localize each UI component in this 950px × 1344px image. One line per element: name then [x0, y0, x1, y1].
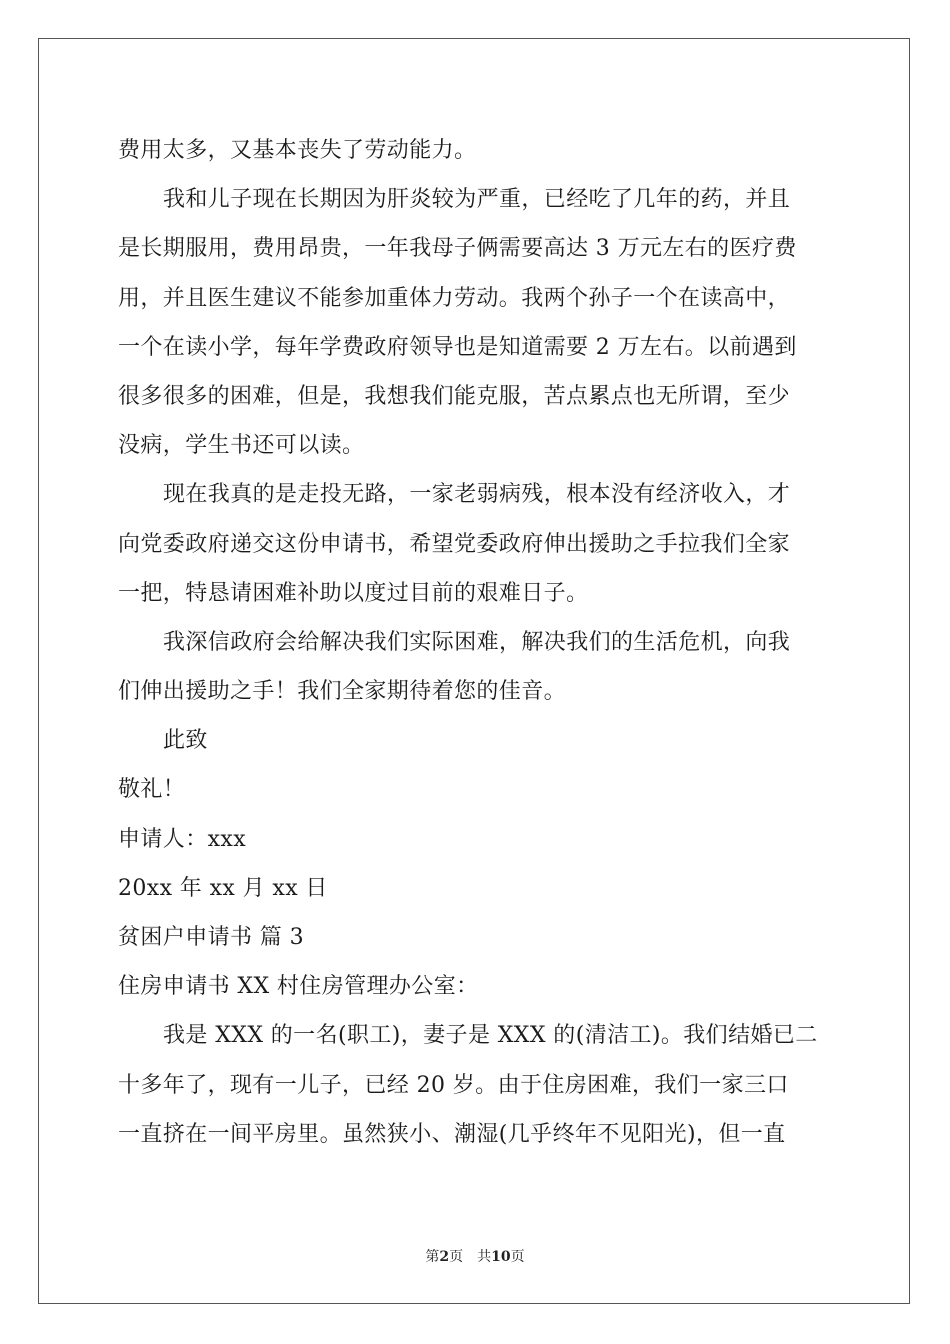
text-line: 没病，学生书还可以读。 [118, 433, 365, 459]
paragraph-start-line: 我深信政府会给解决我们实际困难，解决我们的生活危机，向我 [163, 629, 791, 655]
total-prefix: 共 [477, 1249, 492, 1265]
text-line: 很多很多的困难，但是，我想我们能克服，苦点累点也无所谓，至少 [118, 383, 791, 409]
text-line: 一把，特恳请困难补助以度过目前的艰难日子。 [118, 580, 589, 606]
text-line: 是长期服用，费用昂贵，一年我母子俩需要高达 3 万元左右的医疗费 [118, 236, 797, 262]
page-footer [0, 1246, 950, 1266]
text-line: 费用太多，又基本丧失了劳动能力。 [118, 138, 477, 163]
closing-salutation: 此致 [163, 728, 208, 754]
section-title: 贫困户申请书 篇 3 [118, 925, 304, 950]
document-body [118, 126, 834, 1159]
applicant-signature: 申请人：xxx [118, 826, 247, 852]
current-page-number: 2 [439, 1249, 450, 1265]
text-line: 一直挤在一间平房里。虽然狭小、潮湿(几乎终年不见阳光)，但一直 [118, 1121, 786, 1147]
date-line: 20xx 年 xx 月 xx 日 [118, 875, 328, 901]
paragraph-start-line: 我和儿子现在长期因为肝炎较为严重，已经吃了几年的药，并且 [163, 187, 791, 213]
total-suffix: 页 [510, 1249, 525, 1265]
text-line: 用，并且医生建议不能参加重体力劳动。我两个孙子一个在读高中， [118, 285, 791, 311]
paragraph-start-line: 我是 XXX 的一名(职工)，妻子是 XXX 的(清洁工)。我们结婚已二 [163, 1023, 818, 1049]
text-line: 十多年了，现有一儿子，已经 20 岁。由于住房困难，我们一家三口 [118, 1072, 789, 1098]
closing-regards: 敬礼！ [118, 777, 186, 803]
page-prefix: 第 [425, 1249, 440, 1265]
page-suffix: 页 [449, 1249, 464, 1265]
text-line: 向党委政府递交这份申请书，希望党委政府伸出援助之手拉我们全家 [118, 531, 791, 557]
letter-heading: 住房申请书 XX 村住房管理办公室： [118, 974, 479, 1000]
text-line: 们伸出援助之手！我们全家期待着您的佳音。 [118, 679, 567, 705]
paragraph-start-line: 现在我真的是走投无路，一家老弱病残，根本没有经济收入，才 [163, 482, 791, 508]
text-line: 一个在读小学，每年学费政府领导也是知道需要 2 万左右。以前遇到 [118, 334, 797, 360]
total-page-number: 10 [491, 1249, 511, 1265]
